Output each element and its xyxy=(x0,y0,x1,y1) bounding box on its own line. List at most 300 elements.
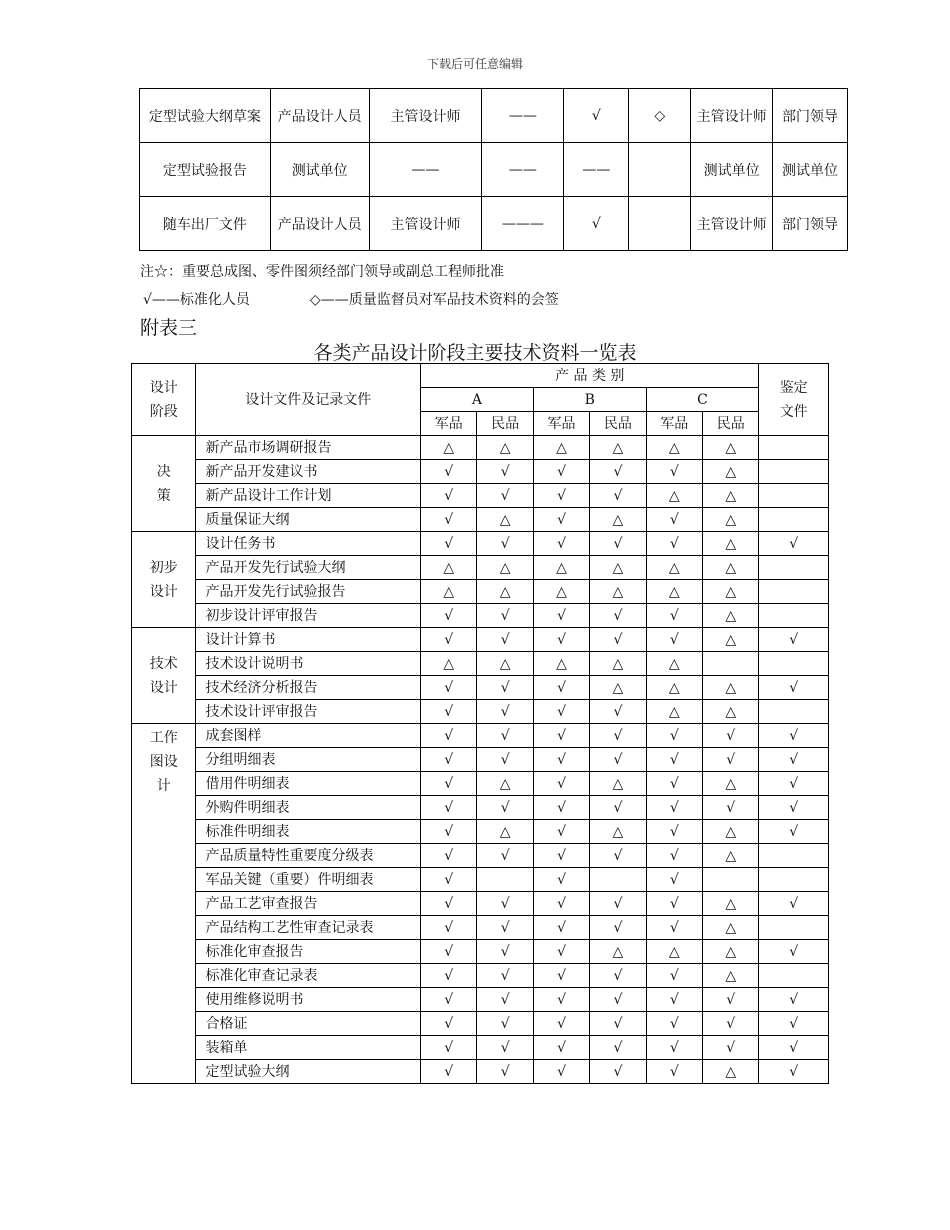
category-mark: √ xyxy=(646,604,702,628)
table-row xyxy=(132,820,829,844)
header-c-civil: 民品 xyxy=(703,412,759,436)
stage-cell-technical xyxy=(132,628,196,724)
category-mark: √ xyxy=(590,748,646,772)
category-mark: √ xyxy=(590,604,646,628)
category-mark: √ xyxy=(421,772,477,796)
approval-table xyxy=(139,88,848,251)
category-mark: △ xyxy=(590,820,646,844)
category-mark: √ xyxy=(646,628,702,652)
category-mark: △ xyxy=(703,484,759,508)
category-mark: △ xyxy=(703,916,759,940)
approval-row xyxy=(140,143,848,197)
category-mark: √ xyxy=(477,916,533,940)
category-mark: △ xyxy=(590,652,646,676)
document-name: 技术设计评审报告 xyxy=(196,700,421,724)
document-name: 合格证 xyxy=(196,1012,421,1036)
document-name: 分组明细表 xyxy=(196,748,421,772)
category-mark: √ xyxy=(646,532,702,556)
category-mark: △ xyxy=(703,892,759,916)
approval-cell: 主管设计师 xyxy=(691,89,773,143)
category-mark: √ xyxy=(533,868,589,892)
document-name: 产品开发先行试验报告 xyxy=(196,580,421,604)
header-b-military: 军品 xyxy=(533,412,589,436)
category-mark: √ xyxy=(703,796,759,820)
category-mark: √ xyxy=(533,604,589,628)
category-mark: √ xyxy=(477,604,533,628)
category-mark: √ xyxy=(590,796,646,820)
category-mark: √ xyxy=(646,988,702,1012)
table-row xyxy=(132,532,829,556)
category-mark: √ xyxy=(533,1012,589,1036)
table-row xyxy=(132,1060,829,1084)
header-group-c: C xyxy=(646,388,759,412)
approval-cell: 产品设计人员 xyxy=(270,89,369,143)
category-mark: △ xyxy=(421,652,477,676)
category-mark: √ xyxy=(533,916,589,940)
page-header: 下载后可任意编辑 xyxy=(426,57,523,71)
stage-label: 决 策 xyxy=(156,463,171,504)
appraisal-mark xyxy=(759,868,829,892)
category-mark: √ xyxy=(646,868,702,892)
category-mark: √ xyxy=(477,892,533,916)
appraisal-mark: √ xyxy=(759,820,829,844)
table-row xyxy=(132,484,829,508)
category-mark: △ xyxy=(477,556,533,580)
category-mark: √ xyxy=(421,988,477,1012)
category-mark: △ xyxy=(533,652,589,676)
category-mark: △ xyxy=(646,556,702,580)
category-mark: △ xyxy=(477,772,533,796)
category-mark: √ xyxy=(421,532,477,556)
category-mark: √ xyxy=(590,724,646,748)
table-row xyxy=(132,868,829,892)
stage-cell-workdrawing xyxy=(132,724,196,1084)
document-name: 标准化审查记录表 xyxy=(196,964,421,988)
table-row xyxy=(132,844,829,868)
table-row xyxy=(132,652,829,676)
document-name: 质量保证大纲 xyxy=(196,508,421,532)
approval-cell: 测试单位 xyxy=(773,143,848,197)
category-mark: √ xyxy=(477,1060,533,1084)
category-mark: √ xyxy=(590,916,646,940)
header-group-a: A xyxy=(421,388,534,412)
category-mark: √ xyxy=(421,964,477,988)
table-row xyxy=(132,796,829,820)
table-row xyxy=(132,436,829,460)
category-mark: √ xyxy=(533,700,589,724)
document-name: 外购件明细表 xyxy=(196,796,421,820)
category-mark: √ xyxy=(646,820,702,844)
approval-cell: √ xyxy=(564,89,629,143)
table-row xyxy=(132,1012,829,1036)
table-row xyxy=(132,460,829,484)
category-mark: √ xyxy=(477,484,533,508)
appraisal-mark xyxy=(759,604,829,628)
document-name: 产品开发先行试验大纲 xyxy=(196,556,421,580)
category-mark: √ xyxy=(533,628,589,652)
category-mark: √ xyxy=(646,844,702,868)
category-mark: √ xyxy=(477,844,533,868)
table-row xyxy=(132,556,829,580)
document-name: 技术设计说明书 xyxy=(196,652,421,676)
appraisal-mark xyxy=(759,964,829,988)
appraisal-mark: √ xyxy=(759,796,829,820)
category-mark: √ xyxy=(477,796,533,820)
appraisal-mark xyxy=(759,580,829,604)
document-name: 初步设计评审报告 xyxy=(196,604,421,628)
appraisal-mark: √ xyxy=(759,940,829,964)
category-mark: √ xyxy=(477,724,533,748)
legend-quality: ◇——质量监督员对军品技术资料的会签 xyxy=(309,292,559,308)
category-mark: △ xyxy=(646,580,702,604)
category-mark: √ xyxy=(533,940,589,964)
category-mark: √ xyxy=(533,508,589,532)
approval-cell: —— xyxy=(564,143,629,197)
category-mark: √ xyxy=(477,1012,533,1036)
document-name: 新产品设计工作计划 xyxy=(196,484,421,508)
appraisal-mark: √ xyxy=(759,772,829,796)
approval-cell: 产品设计人员 xyxy=(270,197,369,251)
appendix-label: 附表三 xyxy=(140,317,198,339)
category-mark: △ xyxy=(703,940,759,964)
category-mark: √ xyxy=(421,844,477,868)
category-mark: △ xyxy=(646,652,702,676)
table-row xyxy=(132,988,829,1012)
appraisal-mark: √ xyxy=(759,988,829,1012)
category-mark: △ xyxy=(703,436,759,460)
approval-cell: ——— xyxy=(482,197,564,251)
approval-row xyxy=(140,197,848,251)
category-mark: √ xyxy=(421,1060,477,1084)
approval-cell: 主管设计师 xyxy=(369,89,482,143)
document-name: 产品工艺审查报告 xyxy=(196,892,421,916)
category-mark: √ xyxy=(590,532,646,556)
category-mark: △ xyxy=(646,676,702,700)
category-mark: √ xyxy=(533,676,589,700)
approval-cell: √ xyxy=(564,197,629,251)
category-mark: √ xyxy=(421,916,477,940)
category-mark: √ xyxy=(533,844,589,868)
document-name: 设计计算书 xyxy=(196,628,421,652)
header-doc: 设计文件及记录文件 xyxy=(196,364,421,436)
header-stage: 设计阶段 xyxy=(132,364,196,436)
category-mark: △ xyxy=(533,556,589,580)
category-mark: △ xyxy=(477,580,533,604)
category-mark: √ xyxy=(477,628,533,652)
category-mark: △ xyxy=(703,964,759,988)
document-name: 装箱单 xyxy=(196,1036,421,1060)
appraisal-mark xyxy=(759,652,829,676)
category-mark: √ xyxy=(590,628,646,652)
category-mark: √ xyxy=(590,892,646,916)
appraisal-mark: √ xyxy=(759,1012,829,1036)
appraisal-mark xyxy=(759,436,829,460)
document-name: 军品关键（重要）件明细表 xyxy=(196,868,421,892)
approval-cell: 定型试验报告 xyxy=(140,143,271,197)
approval-cell: —— xyxy=(482,143,564,197)
approval-cell: 定型试验大纲草案 xyxy=(140,89,271,143)
appraisal-mark xyxy=(759,844,829,868)
category-mark: √ xyxy=(646,916,702,940)
header-a-civil: 民品 xyxy=(477,412,533,436)
category-mark: √ xyxy=(533,1036,589,1060)
category-mark: √ xyxy=(533,460,589,484)
category-mark: √ xyxy=(421,1036,477,1060)
category-mark: △ xyxy=(533,436,589,460)
category-mark: √ xyxy=(421,892,477,916)
stage-cell-preliminary xyxy=(132,532,196,628)
category-mark: √ xyxy=(646,748,702,772)
category-mark: √ xyxy=(703,1036,759,1060)
approval-cell xyxy=(629,197,691,251)
category-mark: √ xyxy=(533,724,589,748)
category-mark: △ xyxy=(703,1060,759,1084)
category-mark: √ xyxy=(421,820,477,844)
category-mark xyxy=(703,868,759,892)
appraisal-mark xyxy=(759,700,829,724)
appraisal-mark: √ xyxy=(759,628,829,652)
appraisal-mark xyxy=(759,556,829,580)
stage-label: 技术设计 xyxy=(149,655,178,696)
document-name: 新产品开发建议书 xyxy=(196,460,421,484)
category-mark: √ xyxy=(477,748,533,772)
appraisal-mark: √ xyxy=(759,1036,829,1060)
table-title: 各类产品设计阶段主要技术资料一览表 xyxy=(313,342,637,364)
table-row xyxy=(132,1036,829,1060)
approval-cell: —— xyxy=(482,89,564,143)
table-row xyxy=(132,916,829,940)
table-row xyxy=(132,748,829,772)
legend-standardization: √——标准化人员 xyxy=(143,292,250,308)
category-mark: √ xyxy=(533,772,589,796)
document-name: 产品质量特性重要度分级表 xyxy=(196,844,421,868)
category-mark: √ xyxy=(646,508,702,532)
category-mark: △ xyxy=(703,772,759,796)
header-a-military: 军品 xyxy=(421,412,477,436)
category-mark: △ xyxy=(703,700,759,724)
approval-cell xyxy=(629,143,691,197)
appraisal-mark xyxy=(759,484,829,508)
category-mark: √ xyxy=(646,772,702,796)
category-mark: √ xyxy=(646,964,702,988)
category-mark: √ xyxy=(421,748,477,772)
table-row xyxy=(132,676,829,700)
category-mark: √ xyxy=(646,1036,702,1060)
category-mark: √ xyxy=(646,460,702,484)
appraisal-mark xyxy=(759,916,829,940)
category-mark: √ xyxy=(421,676,477,700)
table-row xyxy=(132,724,829,748)
category-mark: √ xyxy=(590,1060,646,1084)
category-mark: △ xyxy=(421,436,477,460)
category-mark: √ xyxy=(533,748,589,772)
appraisal-mark: √ xyxy=(759,748,829,772)
category-mark: √ xyxy=(477,700,533,724)
category-mark: √ xyxy=(421,940,477,964)
category-mark: △ xyxy=(590,436,646,460)
category-mark: √ xyxy=(421,796,477,820)
stage-label: 工作图设计 xyxy=(149,730,178,794)
stage-cell-decision xyxy=(132,436,196,532)
category-mark: △ xyxy=(703,844,759,868)
category-mark: △ xyxy=(477,820,533,844)
category-mark: √ xyxy=(421,460,477,484)
header-c-military: 军品 xyxy=(646,412,702,436)
category-mark: △ xyxy=(703,532,759,556)
category-mark: √ xyxy=(477,988,533,1012)
appraisal-mark: √ xyxy=(759,676,829,700)
category-mark: △ xyxy=(646,940,702,964)
category-mark: √ xyxy=(703,1012,759,1036)
table-row xyxy=(132,604,829,628)
category-mark: √ xyxy=(590,1036,646,1060)
table-row xyxy=(132,700,829,724)
category-mark: △ xyxy=(703,676,759,700)
approval-cell: ◇ xyxy=(629,89,691,143)
appraisal-mark: √ xyxy=(759,1060,829,1084)
category-mark: △ xyxy=(703,820,759,844)
category-mark: △ xyxy=(703,556,759,580)
category-mark: √ xyxy=(533,820,589,844)
document-name: 成套图样 xyxy=(196,724,421,748)
appraisal-mark xyxy=(759,460,829,484)
category-mark: △ xyxy=(703,460,759,484)
category-mark xyxy=(590,868,646,892)
document-name: 使用维修说明书 xyxy=(196,988,421,1012)
approval-cell: 主管设计师 xyxy=(691,197,773,251)
category-mark: √ xyxy=(590,964,646,988)
note-legend xyxy=(143,289,559,309)
category-mark: √ xyxy=(421,1012,477,1036)
category-mark: △ xyxy=(477,508,533,532)
category-mark: √ xyxy=(703,724,759,748)
table-row xyxy=(132,628,829,652)
header-b-civil: 民品 xyxy=(590,412,646,436)
category-mark: △ xyxy=(646,700,702,724)
document-name: 标准件明细表 xyxy=(196,820,421,844)
category-mark: √ xyxy=(533,796,589,820)
document-name: 定型试验大纲 xyxy=(196,1060,421,1084)
category-mark: △ xyxy=(477,652,533,676)
category-mark: √ xyxy=(477,460,533,484)
document-name: 技术经济分析报告 xyxy=(196,676,421,700)
header-category: 产 品 类 别 xyxy=(421,364,759,388)
category-mark: √ xyxy=(646,1060,702,1084)
category-mark: √ xyxy=(477,1036,533,1060)
category-mark: √ xyxy=(646,1012,702,1036)
table-row xyxy=(132,964,829,988)
category-mark: △ xyxy=(477,436,533,460)
category-mark: △ xyxy=(590,676,646,700)
document-name: 设计任务书 xyxy=(196,532,421,556)
category-mark: √ xyxy=(533,1060,589,1084)
design-documents-table xyxy=(131,363,829,1084)
category-mark xyxy=(703,652,759,676)
table-row xyxy=(132,580,829,604)
category-mark: √ xyxy=(477,940,533,964)
approval-cell: 部门领导 xyxy=(773,197,848,251)
category-mark: √ xyxy=(590,988,646,1012)
category-mark: √ xyxy=(590,700,646,724)
category-mark: △ xyxy=(703,580,759,604)
category-mark: △ xyxy=(590,556,646,580)
header-group-b: B xyxy=(533,388,646,412)
table-row xyxy=(132,508,829,532)
category-mark: √ xyxy=(533,532,589,556)
category-mark: √ xyxy=(646,796,702,820)
approval-cell: 随车出厂文件 xyxy=(140,197,271,251)
category-mark: △ xyxy=(703,628,759,652)
document-name: 借用件明细表 xyxy=(196,772,421,796)
table-row xyxy=(132,772,829,796)
category-mark: √ xyxy=(421,700,477,724)
category-mark: △ xyxy=(590,508,646,532)
category-mark: △ xyxy=(646,436,702,460)
category-mark: √ xyxy=(703,988,759,1012)
table-row xyxy=(132,940,829,964)
category-mark: △ xyxy=(703,604,759,628)
category-mark: √ xyxy=(477,964,533,988)
approval-cell: 主管设计师 xyxy=(369,197,482,251)
table-row xyxy=(132,892,829,916)
category-mark: √ xyxy=(533,484,589,508)
category-mark: △ xyxy=(646,484,702,508)
stage-label: 初步设计 xyxy=(149,559,178,600)
approval-cell: 部门领导 xyxy=(773,89,848,143)
appraisal-mark: √ xyxy=(759,892,829,916)
category-mark: △ xyxy=(421,580,477,604)
category-mark: √ xyxy=(421,724,477,748)
category-mark: √ xyxy=(590,1012,646,1036)
category-mark: △ xyxy=(703,508,759,532)
category-mark: √ xyxy=(590,460,646,484)
category-mark: △ xyxy=(590,772,646,796)
category-mark: √ xyxy=(590,844,646,868)
category-mark: √ xyxy=(590,484,646,508)
category-mark: √ xyxy=(646,892,702,916)
category-mark: √ xyxy=(421,604,477,628)
appraisal-mark: √ xyxy=(759,724,829,748)
category-mark: √ xyxy=(421,868,477,892)
category-mark: √ xyxy=(477,676,533,700)
appraisal-mark: √ xyxy=(759,532,829,556)
category-mark: √ xyxy=(646,724,702,748)
category-mark: √ xyxy=(533,892,589,916)
document-name: 标准化审查报告 xyxy=(196,940,421,964)
category-mark: √ xyxy=(533,988,589,1012)
document-name: 新产品市场调研报告 xyxy=(196,436,421,460)
category-mark xyxy=(477,868,533,892)
category-mark: △ xyxy=(590,580,646,604)
category-mark: √ xyxy=(703,748,759,772)
note-approval: 注☆：重要总成图、零件图须经部门领导或副总工程师批准 xyxy=(140,264,504,280)
document-name: 产品结构工艺性审查记录表 xyxy=(196,916,421,940)
approval-cell: 测试单位 xyxy=(270,143,369,197)
header-appraisal: 鉴定文件 xyxy=(759,364,829,436)
approval-cell: 测试单位 xyxy=(691,143,773,197)
appraisal-mark xyxy=(759,508,829,532)
category-mark: △ xyxy=(421,556,477,580)
category-mark: √ xyxy=(477,532,533,556)
category-mark: √ xyxy=(421,628,477,652)
category-mark: △ xyxy=(590,940,646,964)
category-mark: √ xyxy=(533,964,589,988)
category-mark: √ xyxy=(421,508,477,532)
approval-cell: —— xyxy=(369,143,482,197)
category-mark: △ xyxy=(533,580,589,604)
category-mark: √ xyxy=(421,484,477,508)
approval-row xyxy=(140,89,848,143)
